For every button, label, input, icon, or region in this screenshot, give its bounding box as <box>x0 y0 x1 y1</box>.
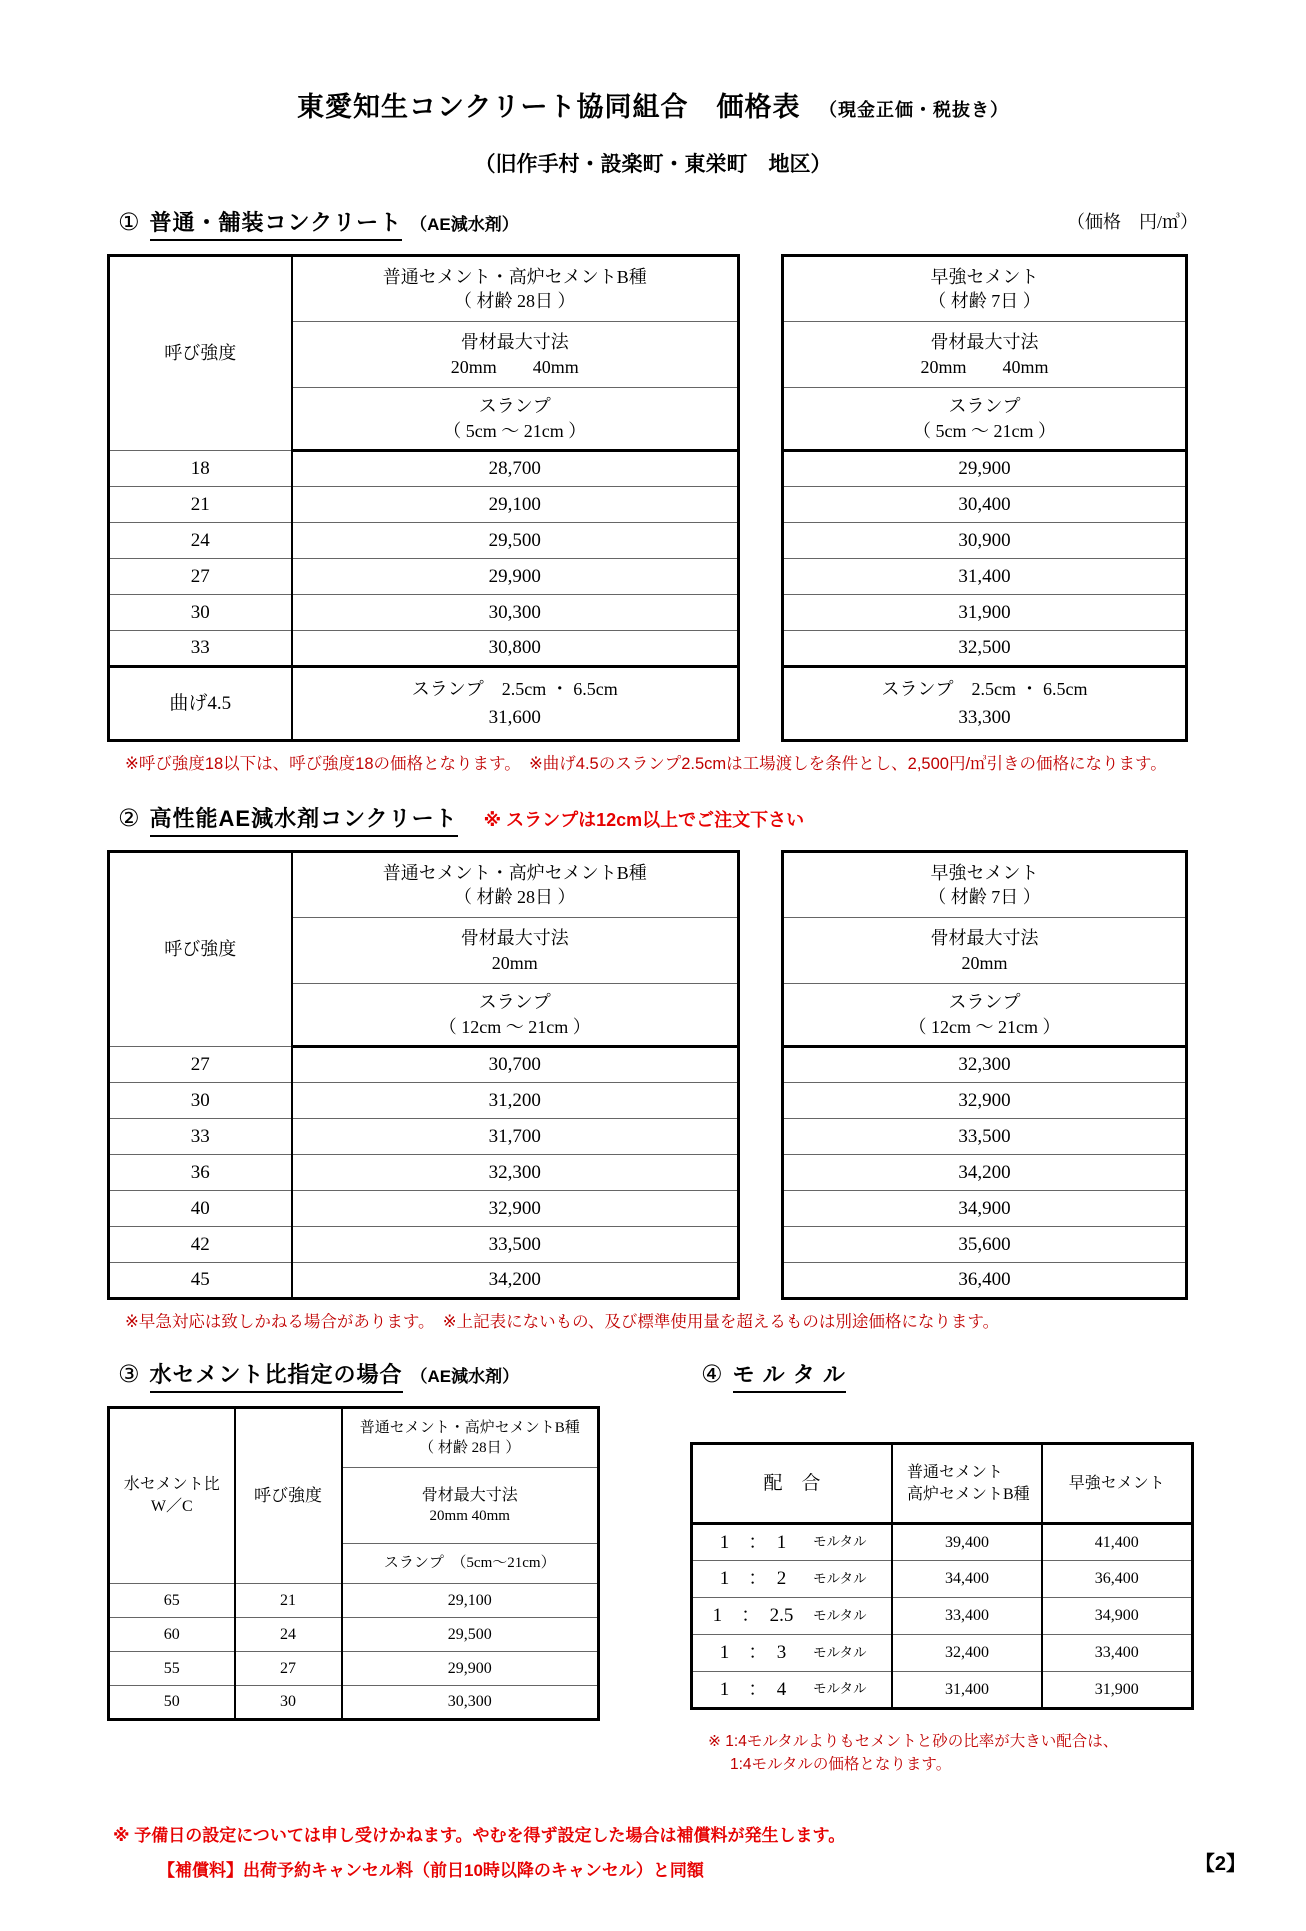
wc-header-cell <box>109 1408 235 1584</box>
aggregate-value: 20mm 40mm <box>450 356 579 377</box>
table-row <box>783 1155 1187 1191</box>
slump-range: （ 5cm ～ 21cm ） <box>913 420 1056 441</box>
section1-heading <box>118 206 1306 241</box>
page-number: 【2】 <box>1194 1852 1246 1875</box>
table-row <box>109 1652 599 1686</box>
table-row <box>109 487 739 523</box>
price-unit-note: （価格 円/㎥） <box>1066 212 1198 232</box>
table-row <box>109 1119 739 1155</box>
section3-heading <box>118 1358 690 1393</box>
table-row <box>109 1083 739 1119</box>
cement-header-cell <box>783 852 1187 918</box>
section2-right-table <box>781 850 1188 1300</box>
price-cell-normal: 28,700 <box>292 451 739 487</box>
section1-right-table <box>781 254 1188 742</box>
section1-number: ① <box>118 209 140 236</box>
cement-age: （ 材齢 28日 ） <box>454 291 576 311</box>
section4-number: ④ <box>701 1361 723 1388</box>
price-cell-early: 34,900 <box>783 1191 1187 1227</box>
table-row <box>109 523 739 559</box>
wc-header-line2: W／C <box>150 1498 193 1515</box>
table-row <box>783 523 1187 559</box>
page-title <box>0 85 1306 124</box>
table-row <box>109 1047 739 1083</box>
aggregate-label: 骨材最大寸法 <box>930 332 1039 353</box>
cement-age: （ 材齢 7日 ） <box>928 291 1041 311</box>
table-row <box>109 1155 739 1191</box>
bend-price-cell-early <box>783 667 1187 741</box>
price-cell-early: 31,400 <box>783 559 1187 595</box>
price-cell-early: 41,400 <box>1042 1524 1192 1561</box>
price-cell-normal: 30,700 <box>292 1047 739 1083</box>
section2-slump-warning: ※ スランプは12cm以上でご注文下さい <box>483 810 805 830</box>
strength-cell: 36 <box>109 1155 292 1191</box>
slump-range: （ 5cm ～ 21cm ） <box>443 420 587 441</box>
table-row <box>109 631 739 667</box>
section4-title: モ ル タ ル <box>733 1358 846 1393</box>
table-row <box>109 1191 739 1227</box>
bend-slump-note: スランプ 2.5cm ・ 6.5cm <box>881 678 1088 699</box>
cement-header-cell <box>342 1408 599 1468</box>
strength-cell: 45 <box>109 1263 292 1299</box>
mix-ratio: 1 ： 1 <box>719 1531 787 1553</box>
section4-heading <box>701 1358 1306 1393</box>
page-title-note: （現金正価・税抜き） <box>818 100 1009 120</box>
price-cell-early: 31,900 <box>1042 1672 1192 1709</box>
cement-header-cell <box>292 256 739 322</box>
price-cell-normal: 31,200 <box>292 1083 739 1119</box>
price-cell-early: 29,900 <box>783 451 1187 487</box>
cement-name: 普通セメント・高炉セメントB種 <box>382 266 647 287</box>
table-row <box>692 1524 1193 1561</box>
aggregate-value: 20mm 40mm <box>920 356 1049 377</box>
section2-tables <box>107 850 1306 1300</box>
mix-cell <box>692 1598 893 1635</box>
price-cell-normal: 32,300 <box>292 1155 739 1191</box>
table-row <box>783 631 1187 667</box>
strength-header-cell: 呼び強度 <box>109 256 292 451</box>
table-row <box>783 451 1187 487</box>
price-cell-early: 32,900 <box>783 1083 1187 1119</box>
section3-title-note: （AE減水剤） <box>410 1367 520 1386</box>
cement-age: （ 材齢 7日 ） <box>928 887 1041 907</box>
aggregate-header-cell <box>292 918 739 984</box>
section4-note-line1: ※ 1:4モルタルよりもセメントと砂の比率が大きい配合は、 <box>708 1733 1119 1750</box>
table-row <box>109 559 739 595</box>
mix-type-label: モルタル <box>813 1534 867 1550</box>
cement-header-cell <box>292 852 739 918</box>
price-cell-early: 32,300 <box>783 1047 1187 1083</box>
strength-cell: 30 <box>109 1083 292 1119</box>
cement-header-cell <box>783 256 1187 322</box>
price-cell-normal: 33,500 <box>292 1227 739 1263</box>
cement-age: （ 材齢 28日 ） <box>419 1440 521 1456</box>
aggregate-label: 骨材最大寸法 <box>421 1486 518 1504</box>
slump-header-cell <box>292 984 739 1047</box>
page-subtitle: （旧作手村・設楽町・東栄町 地区） <box>474 153 832 176</box>
price-cell-early: 32,500 <box>783 631 1187 667</box>
price-cell-normal: 33,400 <box>892 1598 1042 1635</box>
strength-header-cell: 呼び強度 <box>235 1408 342 1584</box>
aggregate-value: 20mm 40mm <box>429 1508 510 1525</box>
mix-cell <box>692 1524 893 1561</box>
footer <box>113 1821 1306 1881</box>
aggregate-label: 骨材最大寸法 <box>460 928 569 949</box>
mix-cell <box>692 1635 893 1672</box>
price-cell-normal: 29,100 <box>292 487 739 523</box>
strength-cell: 27 <box>235 1652 342 1686</box>
section3-number: ③ <box>118 1361 140 1388</box>
bottom-sections <box>107 1358 1306 1777</box>
table-row <box>783 559 1187 595</box>
strength-cell: 27 <box>109 559 292 595</box>
price-cell-normal: 29,500 <box>292 523 739 559</box>
footer-note-reserve: ※ 予備日の設定については申し受けかねます。やむを得ず設定した場合は補償料が発生します。 <box>113 1825 846 1845</box>
section4 <box>690 1358 1306 1777</box>
aggregate-header-cell <box>783 322 1187 388</box>
strength-cell: 33 <box>109 631 292 667</box>
section1-title: 普通・舗装コンクリート <box>150 206 403 241</box>
mix-type-label: モルタル <box>813 1681 867 1697</box>
wc-cell: 55 <box>109 1652 235 1686</box>
price-cell-early: 34,200 <box>783 1155 1187 1191</box>
strength-cell: 24 <box>235 1618 342 1652</box>
bend-row <box>783 667 1187 741</box>
table-row <box>783 595 1187 631</box>
table-row <box>692 1672 1193 1709</box>
aggregate-header-cell <box>292 322 739 388</box>
section2-title: 高性能AE減水剤コンクリート <box>150 802 458 837</box>
price-cell-normal: 32,400 <box>892 1635 1042 1672</box>
wc-cell: 65 <box>109 1584 235 1618</box>
bend-price-cell-normal <box>292 667 739 741</box>
table-row <box>783 1119 1187 1155</box>
table-row <box>783 1191 1187 1227</box>
mix-cell <box>692 1672 893 1709</box>
cement-name: 普通セメント・高炉セメントB種 <box>359 1419 580 1436</box>
strength-cell: 21 <box>235 1584 342 1618</box>
price-cell-normal: 39,400 <box>892 1524 1042 1561</box>
price-cell-early: 34,900 <box>1042 1598 1192 1635</box>
section2-number: ② <box>118 805 140 832</box>
price-cell-early: 36,400 <box>783 1263 1187 1299</box>
slump-header-cell <box>783 984 1187 1047</box>
price-cell-normal: 34,200 <box>292 1263 739 1299</box>
aggregate-value: 20mm <box>961 952 1008 973</box>
bend-price-early: 33,300 <box>958 706 1011 728</box>
table-row <box>783 1227 1187 1263</box>
mix-header-cell: 配 合 <box>692 1444 893 1524</box>
section4-note-line2: 1:4モルタルの価格となります。 <box>730 1756 952 1774</box>
slump-range: （ 12cm ～ 21cm ） <box>438 1016 591 1037</box>
price-cell-normal: 30,800 <box>292 631 739 667</box>
slump-label: スランプ <box>478 992 551 1013</box>
section1-note: ※呼び強度18以下は、呼び強度18の価格となります。 ※曲げ4.5のスランプ2.5cmは工場渡しを条件とし、2,500円/㎥引きの価格になります。 <box>125 755 1167 773</box>
section4-table <box>690 1442 1194 1710</box>
strength-cell: 27 <box>109 1047 292 1083</box>
mix-type-label: モルタル <box>813 1644 867 1660</box>
normal-cement-header-cell <box>892 1444 1042 1524</box>
table-row <box>783 1263 1187 1299</box>
aggregate-value: 20mm <box>491 952 538 973</box>
table-row <box>783 1047 1187 1083</box>
slump-label: スランプ <box>948 992 1021 1013</box>
mix-type-label: モルタル <box>813 1607 867 1623</box>
table-row <box>692 1635 1193 1672</box>
early-cement-header-cell: 早強セメント <box>1042 1444 1192 1524</box>
price-cell-early: 31,900 <box>783 595 1187 631</box>
bend-slump-note: スランプ 2.5cm ・ 6.5cm <box>411 678 618 699</box>
slump-header-cell: スランプ （5cm～21cm） <box>342 1544 599 1584</box>
price-cell-normal: 29,900 <box>292 559 739 595</box>
normal-cement-line1: 普通セメント <box>907 1463 1004 1481</box>
table-row <box>692 1561 1193 1598</box>
wc-header-line1: 水セメント比 <box>123 1476 220 1494</box>
mix-cell <box>692 1561 893 1598</box>
cement-name: 早強セメント <box>930 862 1039 883</box>
price-cell-normal: 31,400 <box>892 1672 1042 1709</box>
price-cell: 29,900 <box>342 1652 599 1686</box>
section1-left-table <box>107 254 740 742</box>
price-cell-early: 30,400 <box>783 487 1187 523</box>
section2-left-table <box>107 850 740 1300</box>
section4-note <box>708 1730 1306 1777</box>
mix-type-label: モルタル <box>813 1570 867 1586</box>
table-row <box>783 1083 1187 1119</box>
mix-ratio: 1 ： 3 <box>719 1642 787 1664</box>
table-row <box>783 487 1187 523</box>
aggregate-header-cell <box>342 1468 599 1544</box>
bend-price-normal: 31,600 <box>488 706 541 728</box>
slump-header-cell <box>783 388 1187 451</box>
price-cell: 29,500 <box>342 1618 599 1652</box>
footer-note-compensation: 【補償料】出荷予約キャンセル料（前日10時以降のキャンセル）と同額 <box>158 1860 704 1880</box>
cement-age: （ 材齢 28日 ） <box>454 887 576 907</box>
strength-cell: 18 <box>109 451 292 487</box>
slump-range: （ 12cm ～ 21cm ） <box>908 1016 1061 1037</box>
table-gap <box>740 254 781 742</box>
mix-ratio: 1 ： 2 <box>719 1568 787 1590</box>
strength-cell: 33 <box>109 1119 292 1155</box>
table-row <box>109 1263 739 1299</box>
section1-title-note: （AE減水剤） <box>410 215 519 234</box>
strength-cell: 42 <box>109 1227 292 1263</box>
slump-label: スランプ <box>478 396 551 417</box>
slump-header-cell <box>292 388 739 451</box>
table-row <box>109 451 739 487</box>
slump-label: スランプ <box>948 396 1021 417</box>
price-cell-normal: 34,400 <box>892 1561 1042 1598</box>
wc-cell: 50 <box>109 1686 235 1720</box>
price-cell-early: 35,600 <box>783 1227 1187 1263</box>
aggregate-header-cell <box>783 918 1187 984</box>
table-row <box>109 1618 599 1652</box>
section3-table <box>107 1406 600 1721</box>
price-cell-normal: 30,300 <box>292 595 739 631</box>
bend-row <box>109 667 739 741</box>
strength-cell: 24 <box>109 523 292 559</box>
section3 <box>107 1358 690 1777</box>
wc-cell: 60 <box>109 1618 235 1652</box>
table-row <box>109 1227 739 1263</box>
cement-name: 早強セメント <box>930 266 1039 287</box>
strength-cell: 40 <box>109 1191 292 1227</box>
aggregate-label: 骨材最大寸法 <box>460 332 569 353</box>
price-cell: 30,300 <box>342 1686 599 1720</box>
section3-title: 水セメント比指定の場合 <box>150 1358 403 1393</box>
table-row <box>692 1598 1193 1635</box>
section2-heading <box>118 802 1306 837</box>
mix-ratio: 1 ： 2.5 <box>712 1605 794 1627</box>
section1-tables <box>107 254 1306 742</box>
price-cell-normal: 31,700 <box>292 1119 739 1155</box>
strength-cell: 21 <box>109 487 292 523</box>
normal-cement-line2: 高炉セメントB種 <box>907 1485 1030 1503</box>
cement-name: 普通セメント・高炉セメントB種 <box>382 862 647 883</box>
page-title-text: 東愛知生コンクリート協同組合 価格表 <box>297 92 801 122</box>
price-cell-early: 33,500 <box>783 1119 1187 1155</box>
price-cell-early: 36,400 <box>1042 1561 1192 1598</box>
table-row <box>109 1686 599 1720</box>
table-row <box>109 1584 599 1618</box>
strength-cell: 30 <box>235 1686 342 1720</box>
price-cell-early: 30,900 <box>783 523 1187 559</box>
mix-ratio: 1 ： 4 <box>719 1678 787 1700</box>
price-cell-early: 33,400 <box>1042 1635 1192 1672</box>
price-cell: 29,100 <box>342 1584 599 1618</box>
table-row <box>109 595 739 631</box>
section2-note: ※早急対応は致しかねる場合があります。 ※上記表にないもの、及び標準使用量を超えるものは別途価格になります。 <box>125 1313 1000 1331</box>
aggregate-label: 骨材最大寸法 <box>930 928 1039 949</box>
table-gap <box>740 850 781 1300</box>
strength-header-cell: 呼び強度 <box>109 852 292 1047</box>
bend-strength-cell: 曲げ4.5 <box>109 667 292 741</box>
price-cell-normal: 32,900 <box>292 1191 739 1227</box>
strength-cell: 30 <box>109 595 292 631</box>
